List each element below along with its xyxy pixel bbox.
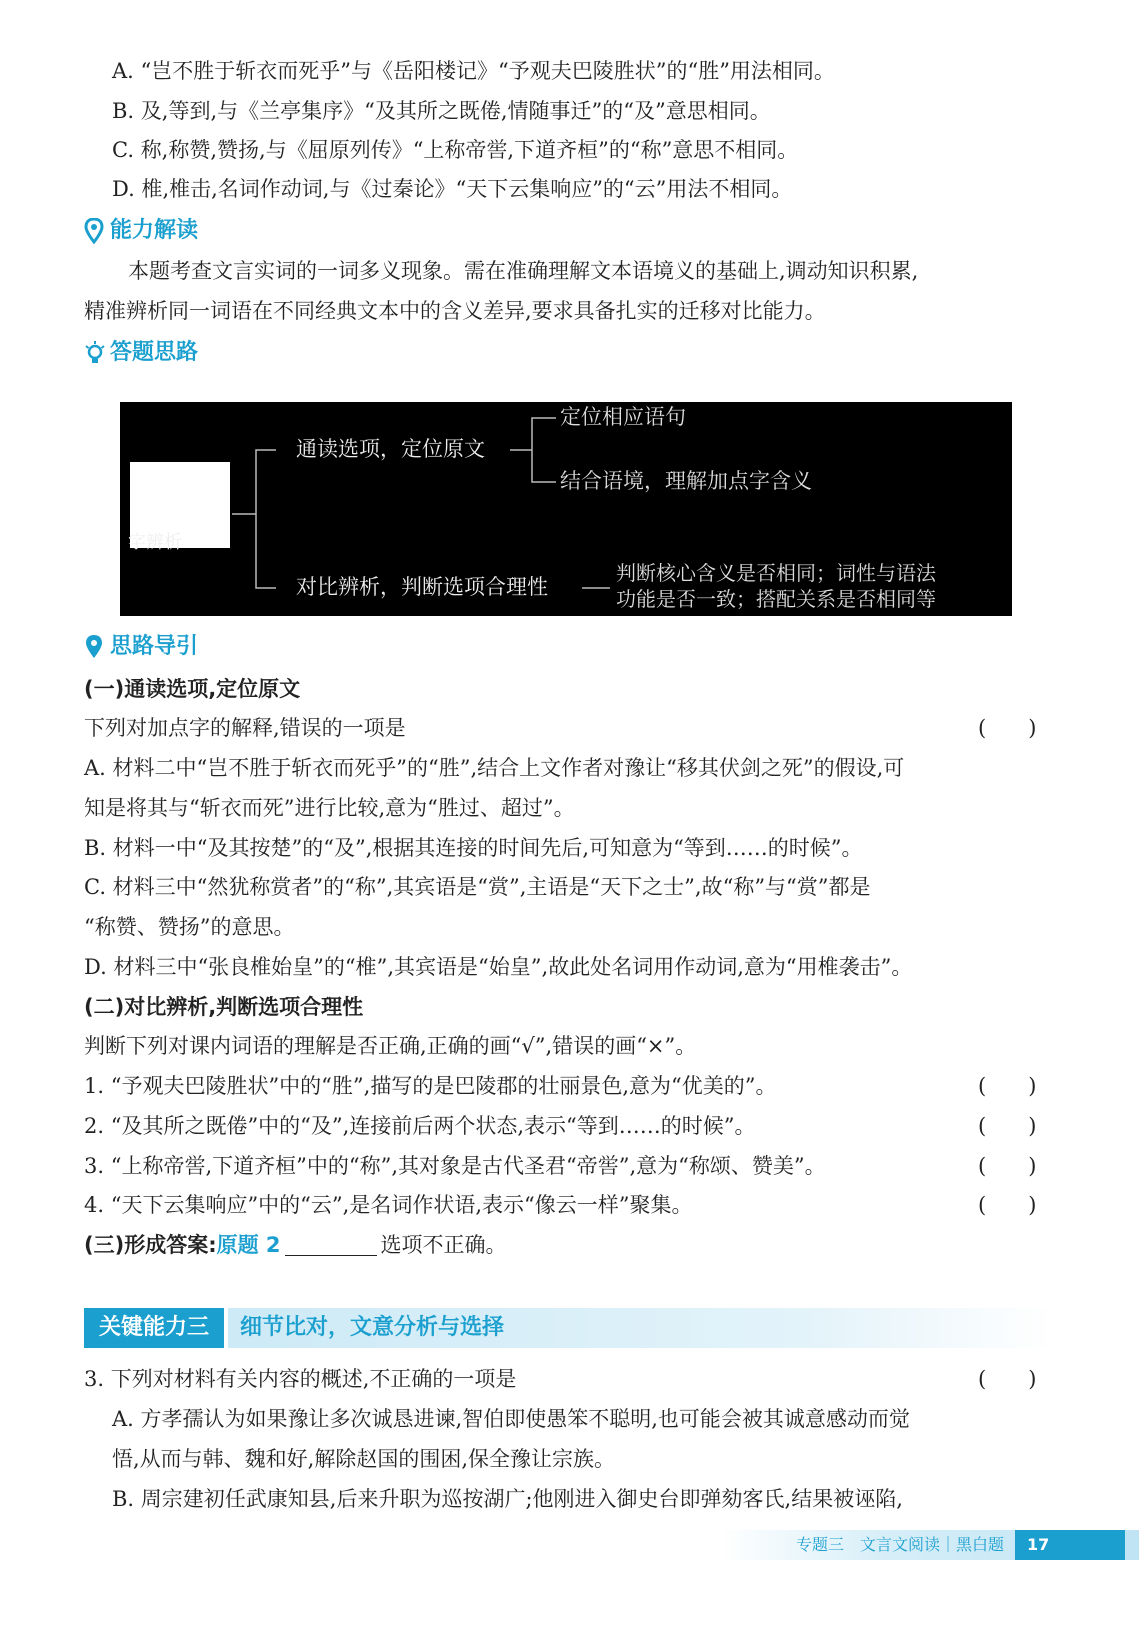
guide-line-c2: “称赞、赞扬”的意思。: [84, 915, 295, 939]
judge-item-4: 4. “天下云集响应”中的“云”,是名词作状语,表示“像云一样”聚集。: [84, 1193, 693, 1217]
guide-question-paren: ( ): [978, 716, 1037, 740]
diagram-branch-1-sub-2: 结合语境，理解加点字含义: [560, 469, 812, 493]
judge-item-3-paren[interactable]: ( ): [978, 1154, 1037, 1178]
judge-item-3: 3. “上称帝喾,下道齐桓”中的“称”,其对象是古代圣君“帝喾”,意为“称颂、赞美”。: [84, 1154, 826, 1178]
q3-paren[interactable]: ( ): [978, 1367, 1037, 1391]
page-number: 17: [1015, 1530, 1125, 1560]
guide-line-b: B. 材料一中“及其按楚”的“及”,根据其连接的时间先后,可知意为“等到……的时候”。: [84, 836, 863, 860]
section-banner: [84, 1308, 1054, 1348]
ability-line-2: 精准辨析同一词语在不同经典文本中的含义差异,要求具备扎实的迁移对比能力。: [84, 299, 826, 323]
option-c-top: C. 称,称赞,赞扬,与《屈原列传》“上称帝喾,下道齐桓”的“称”意思不相同。: [112, 138, 799, 162]
ability-line-1: 本题考查文言实词的一词多义现象。需在准确理解文本语境义的基础上,调动知识积累,: [128, 259, 919, 283]
diagram-root-fragment: 字辨析: [128, 532, 182, 553]
judge-item-2: 2. “及其所之既倦”中的“及”,连接前后两个状态,表示“等到……的时候”。: [84, 1114, 756, 1138]
ability-heading-text: 能力解读: [110, 218, 199, 243]
guide-part2-intro: 判断下列对课内词语的理解是否正确,正确的画“√”,错误的画“×”。: [84, 1034, 697, 1058]
banner-title: 细节比对，文意分析与选择: [240, 1315, 505, 1340]
option-a-top: A. “岂不胜于斩衣而死乎”与《岳阳楼记》“予观夫巴陵胜状”的“胜”用法相同。: [112, 59, 835, 83]
guide-part1-title: (一)通读选项,定位原文: [84, 677, 301, 701]
guide-line-d: D. 材料三中“张良椎始皇”的“椎”,其宾语是“始皇”,故此处名词用作动词,意为“用椎袭击”。: [84, 955, 913, 979]
judge-item-4-paren[interactable]: ( ): [978, 1193, 1037, 1217]
guide-line-c1: C. 材料三中“然犹称赏者”的“称”,其宾语是“赏”,主语是“天下之士”,故“称”与“赏”都是: [84, 875, 871, 899]
q3-line-a2: 悟,从而与韩、魏和好,解除赵国的围困,保全豫让宗族。: [112, 1447, 616, 1471]
guide-question: 下列对加点字的解释,错误的一项是: [84, 716, 406, 740]
diagram-branch-2-sub-line-1: 判断核心含义是否相同；词性与语法: [616, 561, 936, 585]
location-pin-icon: [84, 218, 106, 244]
guide-line-a1: A. 材料二中“岂不胜于斩衣而死乎”的“胜”,结合上文作者对豫让“移其伏剑之死”的假设,可: [84, 756, 905, 780]
approach-heading-text: 答题思路: [110, 340, 199, 365]
q3-stem: 3. 下列对材料有关内容的概述,不正确的一项是: [84, 1367, 517, 1391]
guide-line-a2: 知是将其与“斩衣而死”进行比较,意为“胜过、超过”。: [84, 796, 575, 820]
diagram-branch-1-sub-1: 定位相应语句: [560, 405, 686, 429]
guide-part3-title: (三)形成答案:: [84, 1233, 217, 1257]
approach-heading: [84, 338, 198, 368]
page-footer: [720, 1530, 1139, 1560]
location-pin-filled-icon: [84, 634, 106, 660]
option-b-top: B. 及,等到,与《兰亭集序》“及其所之既倦,情随事迁”的“及”意思相同。: [112, 99, 771, 123]
guide-heading-text: 思路导引: [110, 634, 199, 659]
guide-part3: [84, 1230, 507, 1260]
judge-item-1-paren[interactable]: ( ): [978, 1074, 1037, 1098]
ability-heading: [84, 216, 198, 246]
approach-diagram: [120, 402, 1012, 616]
guide-part3-ref: 原题 2: [216, 1233, 281, 1257]
diagram-branch-1: 通读选项，定位原文: [296, 437, 485, 461]
answer-blank[interactable]: [285, 1233, 377, 1256]
guide-part3-tail: 选项不正确。: [380, 1233, 507, 1257]
option-d-top: D. 椎,椎击,名词作动词,与《过秦论》“天下云集响应”的“云”用法不相同。: [112, 177, 793, 201]
q3-line-b: B. 周宗建初任武康知县,后来升职为巡按湖广;他刚进入御史台即弹劾客氏,结果被诬陷,: [112, 1487, 903, 1511]
footer-section: 专题三 文言文阅读｜黑白题: [796, 1535, 1005, 1554]
banner-tag: 关键能力三: [84, 1308, 224, 1348]
diagram-branch-2: 对比辨析，判断选项合理性: [296, 575, 548, 599]
q3-line-a1: A. 方孝孺认为如果豫让多次诚恳进谏,智伯即使愚笨不聪明,也可能会被其诚意感动而觉: [112, 1407, 910, 1431]
judge-item-1: 1. “予观夫巴陵胜状”中的“胜”,描写的是巴陵郡的壮丽景色,意为“优美的”。: [84, 1074, 777, 1098]
diagram-branch-2-sub-line-2: 功能是否一致；搭配关系是否相同等: [616, 587, 936, 611]
guide-part2-title: (二)对比辨析,判断选项合理性: [84, 995, 364, 1019]
lightbulb-icon: [84, 340, 106, 366]
judge-item-2-paren[interactable]: ( ): [978, 1114, 1037, 1138]
guide-heading: [84, 632, 198, 662]
